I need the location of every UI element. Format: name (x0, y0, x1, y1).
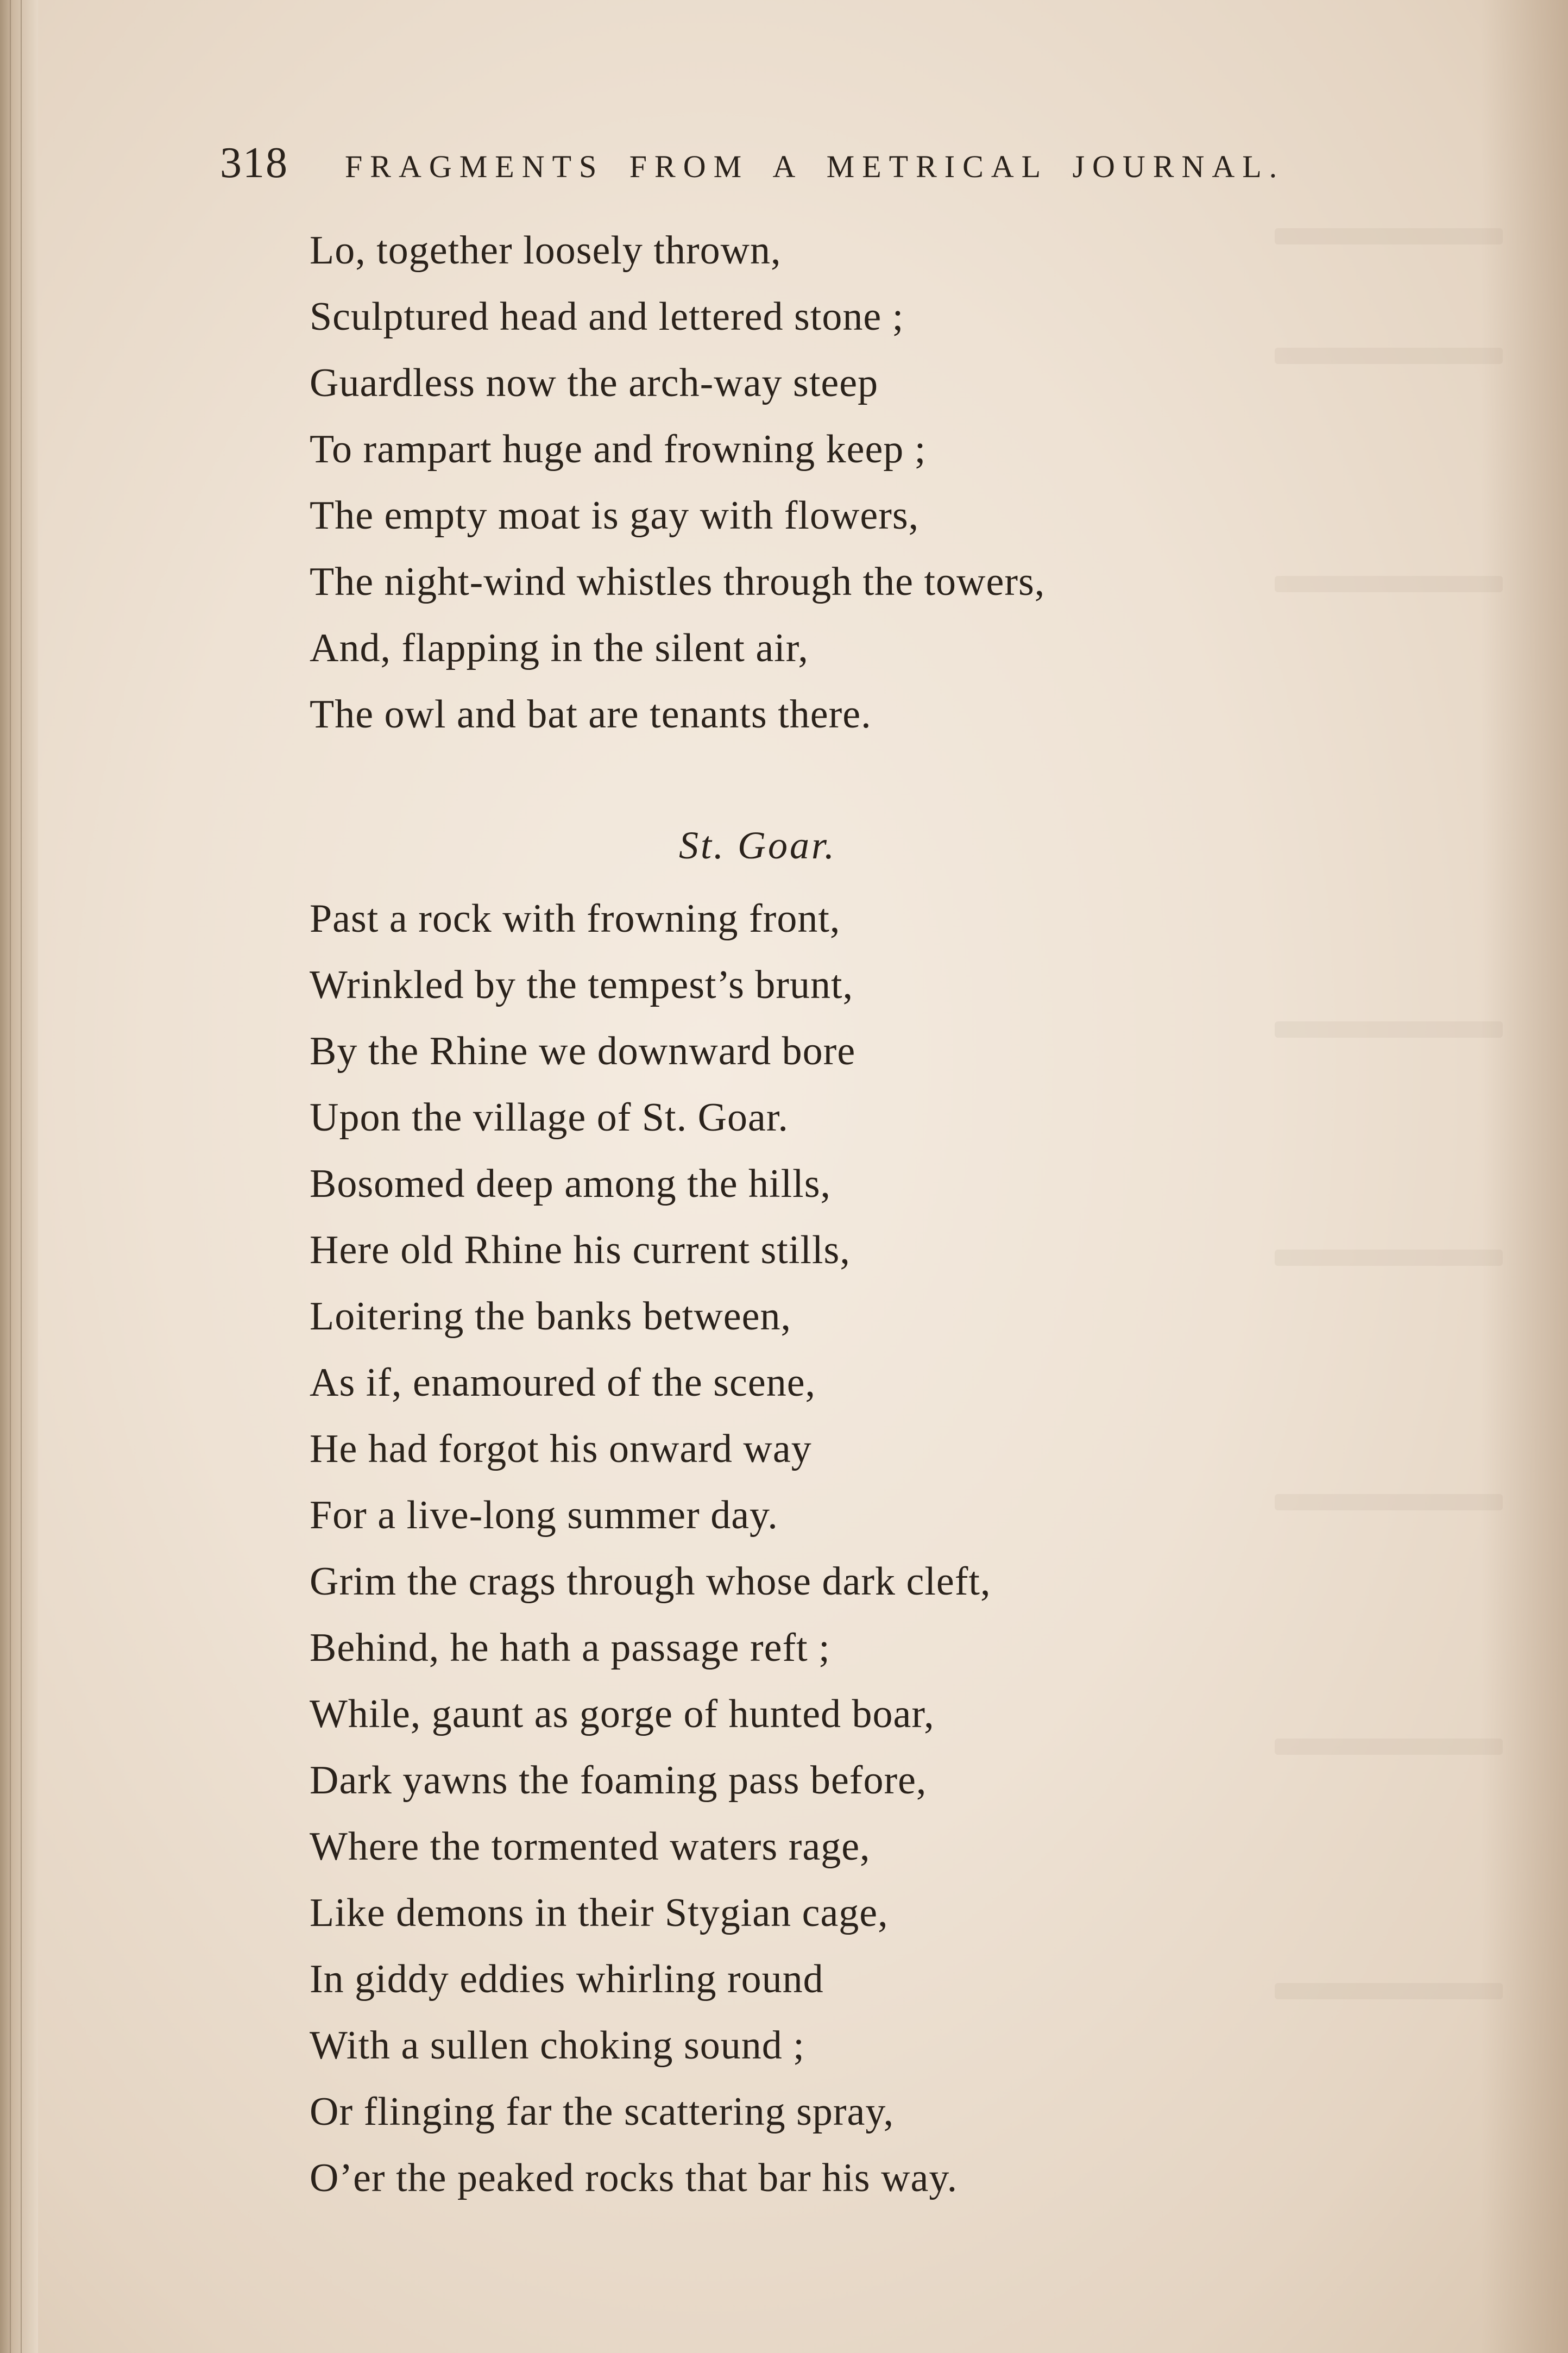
stanza-1 (310, 217, 1342, 748)
poem-line: With a sullen choking sound ; (310, 2023, 805, 2068)
poem-line: In giddy eddies whirling round (310, 1957, 824, 2001)
page-number: 318 (220, 139, 288, 187)
poem-line: O’er the peaked rocks that bar his way. (310, 2156, 958, 2200)
poem-line: He had forgot his onward way (310, 1427, 812, 1471)
running-head-title: FRAGMENTS FROM A METRICAL JOURNAL. (345, 149, 1285, 184)
poem-line: And, flapping in the silent air, (310, 626, 809, 670)
poem-line: Wrinkled by the tempest’s brunt, (310, 963, 854, 1007)
poem-line: Behind, he hath a passage reft ; (310, 1626, 830, 1670)
poem-line: Past a rock with frowning front, (310, 896, 841, 941)
poem-line: Upon the village of St. Goar. (310, 1095, 789, 1140)
page-gutter-edge (0, 0, 38, 2353)
poem-line: Here old Rhine his current stills, (310, 1228, 851, 1272)
poem-line: For a live-long summer day. (310, 1493, 778, 1538)
poem-line: The empty moat is gay with flowers, (310, 493, 920, 538)
stanza-st-goar (310, 886, 1342, 2211)
poem-line: Bosomed deep among the hills, (310, 1162, 832, 1206)
page-edge-line (10, 0, 11, 2353)
poem-line: The night-wind whistles through the towers, (310, 560, 1046, 604)
poem-line: Like demons in their Stygian cage, (310, 1891, 889, 1935)
poem-line: Or flinging far the scattering spray, (310, 2090, 895, 2134)
page-edge-line (21, 0, 22, 2353)
poem-line: Guardless now the arch-way steep (310, 361, 879, 405)
poem-line: Loitering the banks between, (310, 1294, 791, 1339)
poem-line: To rampart huge and frowning keep ; (310, 427, 927, 472)
poem-line: While, gaunt as gorge of hunted boar, (310, 1692, 935, 1736)
poem-line: The owl and bat are tenants there. (310, 692, 872, 737)
section-title: St. Goar. (679, 824, 837, 867)
poem-line: Sculptured head and lettered stone ; (310, 294, 904, 339)
poem-line: Where the tormented waters rage, (310, 1824, 871, 1869)
poem-line: Dark yawns the foaming pass before, (310, 1758, 927, 1803)
poem-line: As if, enamoured of the scene, (310, 1360, 816, 1405)
poem-line: Grim the crags through whose dark cleft, (310, 1559, 991, 1604)
running-head (220, 139, 1306, 193)
poem-line: By the Rhine we downward bore (310, 1029, 856, 1074)
poem-line: Lo, together loosely thrown, (310, 228, 782, 273)
